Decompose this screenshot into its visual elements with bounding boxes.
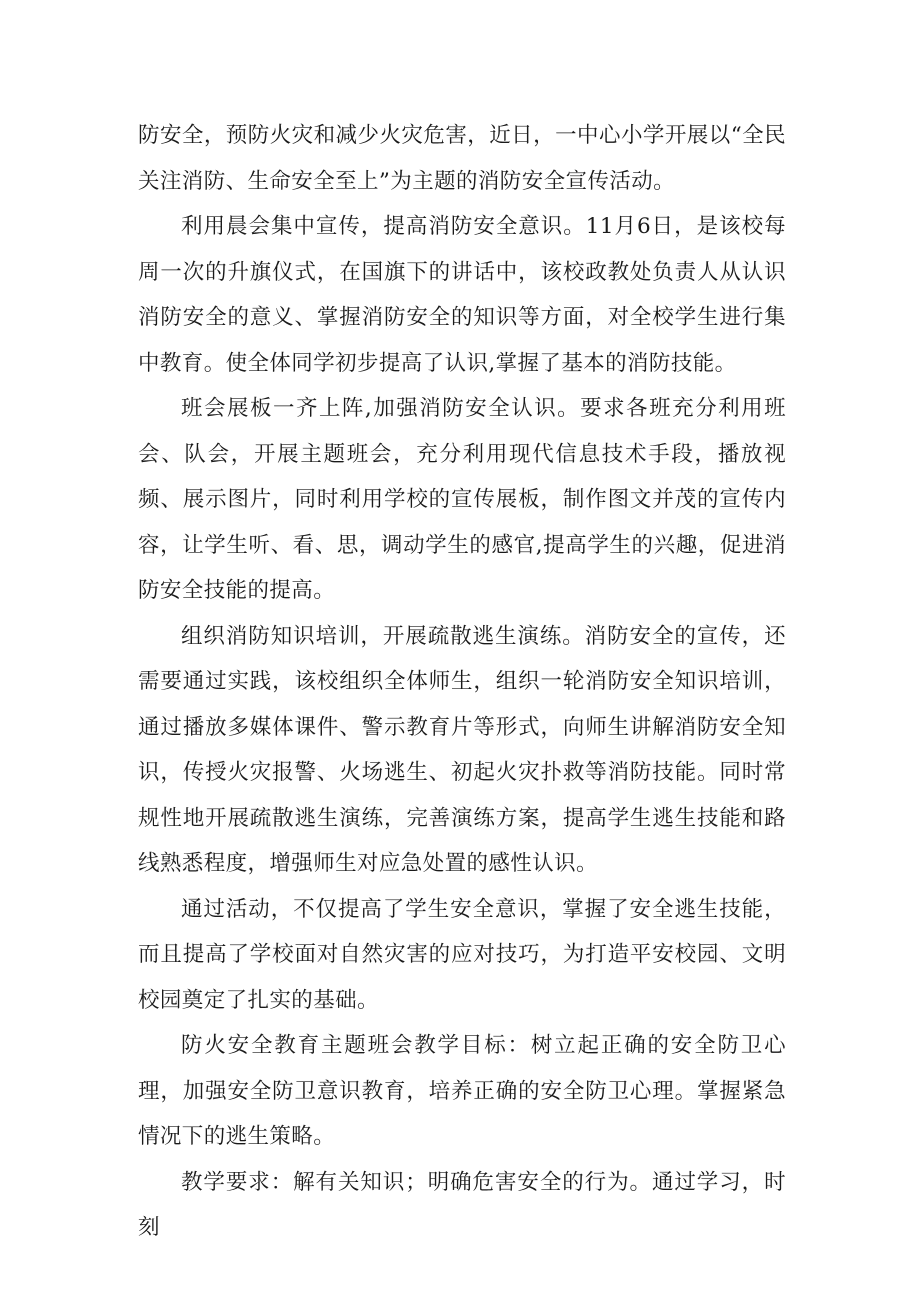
paragraph-4: 组织消防知识培训，开展疏散逃生演练。消防安全的宣传，还需要通过实践，该校组织全体师生，组织一轮消防安全知识培训，通过播放多媒体课件、警示教育片等形式，向师生讲解消防安全知识，传授火灾报警、火场逃生、初起火灾扑救等消防技能。同时常规性地开展疏散逃生演练，完善演练方案，提高学生逃生技能和路线熟悉程度，增强师生对应急处置的感性认识。 — [138, 623, 786, 876]
paragraph-5: 通过活动，不仅提高了学生安全意识，掌握了安全逃生技能，而且提高了学校面对自然灾害的应对技巧，为打造平安校园、文明校园奠定了扎实的基础。 — [138, 896, 786, 1013]
paragraph-6: 防火安全教育主题班会教学目标：树立起正确的安全防卫心理，加强安全防卫意识教育，培养正确的安全防卫心理。掌握紧急情况下的逃生策略。 — [138, 1033, 786, 1149]
paragraph-7: 教学要求：解有关知识；明确危害安全的行为。通过学习，时刻 — [138, 1169, 786, 1240]
document-body — [138, 113, 786, 1251]
paragraph-3: 班会展板一齐上阵,加强消防安全认识。要求各班充分利用班会、队会，开展主题班会，充分利用现代信息技术手段，播放视频、展示图片，同时利用学校的宣传展板，制作图文并茂的宣传内容，让学生听、看、思，调动学生的感官,提高学生的兴趣，促进消防安全技能的提高。 — [138, 396, 786, 603]
paragraph-2: 利用晨会集中宣传，提高消防安全意识。11月6日，是该校每周一次的升旗仪式，在国旗下的讲话中，该校政教处负责人从认识消防安全的意义、掌握消防安全的知识等方面，对全校学生进行集中教育。使全体同学初步提高了认识,掌握了基本的消防技能。 — [138, 214, 786, 376]
paragraph-1: 防安全，预防火灾和减少火灾危害，近日，一中心小学开展以“全民关注消防、生命安全至上”为主题的消防安全宣传活动。 — [138, 123, 786, 194]
